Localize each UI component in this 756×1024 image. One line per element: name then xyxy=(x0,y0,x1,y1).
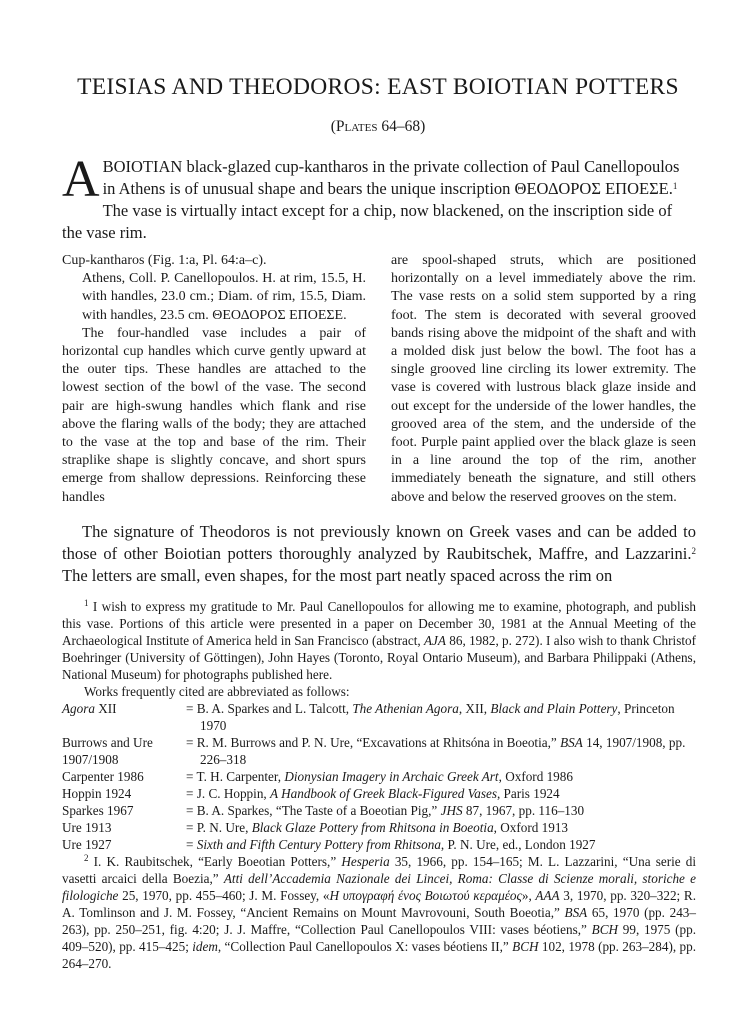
intro-paragraph xyxy=(62,151,696,244)
signature-paragraph xyxy=(62,521,696,587)
abbreviation-part: , Paris 1924 xyxy=(496,786,560,801)
abbreviation-part: = J. C. Hoppin, xyxy=(186,786,271,801)
abbreviation-part: = B. A. Sparkes, “The Taste of a Boeotian Pig,” xyxy=(186,803,441,818)
catalogue-heading: Cup-kantharos (Fig. 1:a, Pl. 64:a–c). xyxy=(62,253,267,268)
footnote-2-part: BSA xyxy=(564,905,588,920)
abbreviation-part: Burrows and Ure 1907/1908 xyxy=(62,735,153,767)
footnote-2-part: BCH xyxy=(512,939,539,954)
abbreviation-part: A Handbook of Greek Black-Figured Vases xyxy=(270,786,497,801)
footnote-2-part: Hesperia xyxy=(341,854,390,869)
plates-reference: (Plates 64–68) xyxy=(330,118,426,135)
abbreviation-part: = P. N. Ure, xyxy=(186,820,252,835)
abbreviation-value xyxy=(186,734,696,768)
footnote-1-text-2: 86, 1982, p. 272). I also wish to thank Christof Boehringer (University of Göttingen), John Hayes (Toronto, Royal Ontario Museum), and Barbara Philippaki (Athens, National Museum) for photographs published here. xyxy=(62,633,696,682)
abbreviation-row xyxy=(62,819,696,836)
abbreviation-row xyxy=(62,700,696,734)
footnote-2 xyxy=(62,853,696,972)
footnote-2-part: idem xyxy=(192,939,218,954)
abbreviation-part: , P. N. Ure, ed., London 1927 xyxy=(440,837,596,852)
abbreviation-part: JHS xyxy=(440,803,463,818)
abbreviation-row xyxy=(62,785,696,802)
footnote-2-mark: 2 xyxy=(84,853,89,863)
footnote-1-journal: AJA xyxy=(423,633,446,648)
intro-text-2: The vase is virtually intact except for a chip, now blackened, on the inscription side of the vase rim. xyxy=(62,201,673,242)
footnote-ref-2[interactable]: 2 xyxy=(691,546,696,556)
footnote-2-part: 102, 1978 (pp. 263–284), pp. 264–270. xyxy=(62,939,697,971)
signature-text-2: The letters are small, even shapes, for the most part neatly spaced across the rim on xyxy=(62,566,613,585)
abbreviation-part: Black and Plain Pottery xyxy=(490,701,618,716)
right-column xyxy=(391,252,696,507)
abbreviation-part: The Athenian Agora xyxy=(352,701,459,716)
abbreviation-part: 87, 1967, pp. 116–130 xyxy=(462,803,585,818)
abbreviation-part: , XII, xyxy=(458,701,491,716)
footnote-1-text: I wish to express my gratitude to Mr. Paul Canellopoulos for allowing me to examine, photograph, and publish this vase. Portions of this article were presented in a paper on December 30, 1981 at the Annual Meeting of the Archaeological Institute of America held in San Francisco (abstract, xyxy=(62,599,696,648)
abbreviation-value xyxy=(186,836,696,853)
article-title: TEISIAS AND THEODOROS: EAST BOIOTIAN POTTERS xyxy=(77,74,679,100)
footnotes xyxy=(62,598,696,972)
abbreviation-value xyxy=(186,785,696,802)
intro-text: black-glazed cup-kantharos in the private collection of Paul Canellopoulos in Athens is of unusual shape and bears the unique inscription ΘΕΟΔΟΡΟΣ ΕΠΟΕΣΕ. xyxy=(102,157,680,198)
footnote-2-part: 25, 1970, pp. 455–460; J. M. Fossey, « xyxy=(118,888,330,903)
abbreviation-part: = R. M. Burrows and P. N. Ure, “Excavations at Rhitsóna in Boeotia,” xyxy=(186,735,561,750)
abbreviation-part: Carpenter 1986 xyxy=(62,769,144,784)
abbreviation-part: Ure 1913 xyxy=(62,820,112,835)
footnote-2-part: Η υπογραφή ένος Βοιωτού κεραμέος xyxy=(329,888,522,903)
footnote-2-part: 99, 1975 (pp. 409–520), pp. 415–425; xyxy=(62,922,696,954)
abbreviation-key xyxy=(62,768,186,785)
abbreviation-part: = T. H. Carpenter, xyxy=(186,769,285,784)
abbreviation-part: Sparkes 1967 xyxy=(62,803,134,818)
footnote-1 xyxy=(62,598,696,683)
abbreviation-part: Dionysian Imagery in Archaic Greek Art xyxy=(284,769,499,784)
abbreviation-row xyxy=(62,836,696,853)
abbreviation-value xyxy=(186,819,696,836)
abbreviation-part: Hoppin 1924 xyxy=(62,786,132,801)
left-column-paragraph: The four-handled vase includes a pair of horizontal cup handles which curve gently upward at the outer tips. These handles are attached to the lowest section of the bowl of the vase. The second pair are high-swung handles which flank and rise above the flaring walls of the body; they are attached to the vase at the top and base of the rim. Their straplike shape is slightly concave, and short spurs emerge from shallow depressions. Reinforcing these handles xyxy=(62,325,366,505)
footnote-2-part: I. K. Raubitschek, “Early Boeotian Potters,” xyxy=(93,854,342,869)
abbreviation-row xyxy=(62,734,696,768)
abbreviation-row xyxy=(62,768,696,785)
abbreviation-value xyxy=(186,802,696,819)
footnote-2-part: AAA xyxy=(535,888,560,903)
abbreviation-part: = B. A. Sparkes and L. Talcott, xyxy=(186,701,353,716)
drop-cap: A xyxy=(62,151,100,208)
abbreviation-part: = xyxy=(186,837,197,852)
left-column xyxy=(62,252,366,507)
abbreviation-part: Black Glaze Pottery from Rhitsona in Boeotia xyxy=(251,820,494,835)
abbreviation-part: XII xyxy=(94,701,117,716)
right-column-paragraph: are spool-shaped struts, which are positioned horizontally on a level immediately above the rim. The vase rests on a solid stem supported by a ring foot. The stem is decorated with several grooved bands rising above the midpoint of the shaft and with a molded disk just below the bowl. The foot has a single grooved line circling its lower extremity. The vase is covered with lustrous black glaze inside and out except for the underside of the lower handles, the grooved area of the stem, and the underside of the foot. Purple paint applied over the black glaze is seen in a line around the top of the rim, another immediately beneath the signature, and still others above and below the reserved grooves on the stem. xyxy=(391,253,696,505)
footnote-2-part: , “Collection Paul Canellopoulos X: vases béotiens II,” xyxy=(217,939,513,954)
footnote-2-part: BCH xyxy=(591,922,619,937)
catalogue-details: Athens, Coll. P. Canellopoulos. H. at rim, 15.5, H. with handles, 23.0 cm.; Diam. of rim, 15.5, Diam. with handles, 23.5 cm. ΘΕΟΔΟΡΟΣ ΕΠΟΕΣΕ. xyxy=(82,271,366,323)
abbreviation-row xyxy=(62,802,696,819)
footnote-2-part: Atti dell’Accademia Nazionale dei Lincei, Roma: Classe di Scienze morali, storiche e filologiche xyxy=(62,871,696,903)
abbreviation-key xyxy=(62,802,186,819)
abbreviations-list xyxy=(62,700,696,853)
abbreviation-value xyxy=(186,768,696,785)
abbreviation-part: Agora xyxy=(62,701,95,716)
abbreviation-part: BSA xyxy=(560,735,583,750)
abbreviation-part: Ure 1927 xyxy=(62,837,112,852)
abbreviation-key xyxy=(62,836,186,853)
works-cited-intro: Works frequently cited are abbreviated as follows: xyxy=(84,684,350,699)
abbreviation-part: , Princeton 1970 xyxy=(200,701,675,733)
footnote-ref-1[interactable]: 1 xyxy=(672,181,678,191)
footnote-2-part: 3, 1970, pp. 320–322; R. A. Tomlinson and J. M. Fossey, “Ancient Remains on Mount Mavrovouni, South Boeotia,” xyxy=(62,888,696,920)
abbreviation-part: 14, 1907/1908, pp. 226–318 xyxy=(200,735,686,767)
abbreviation-key xyxy=(62,734,186,768)
abbreviation-value xyxy=(186,700,696,734)
footnote-2-part: 35, 1966, pp. 154–165; M. L. Lazzarini, “Una serie di vasetti arcaici della Boezia,” xyxy=(62,854,697,886)
footnote-1-mark: 1 xyxy=(84,598,89,608)
abbreviation-key xyxy=(62,819,186,836)
abbreviation-key xyxy=(62,700,186,734)
abbreviation-key xyxy=(62,785,186,802)
footnote-2-part: », xyxy=(521,888,536,903)
footnote-2-part: 65, 1970 (pp. 243–263), pp. 250–251, fig. 4:20; J. J. Maffre, “Collection Paul Canellopoulos VIII: vases béotiens,” xyxy=(62,905,696,937)
abbreviation-part: Sixth and Fifth Century Pottery from Rhitsona xyxy=(196,837,441,852)
signature-text: The signature of Theodoros is not previously known on Greek vases and can be added to those of other Boiotian potters thoroughly analyzed by Raubitschek, Maffre, and Lazzarini. xyxy=(62,522,696,563)
abbreviation-part: , Oxford 1986 xyxy=(498,769,573,784)
abbreviation-part: , Oxford 1913 xyxy=(493,820,569,835)
intro-lead-caps: BOIOTIAN xyxy=(102,157,183,176)
